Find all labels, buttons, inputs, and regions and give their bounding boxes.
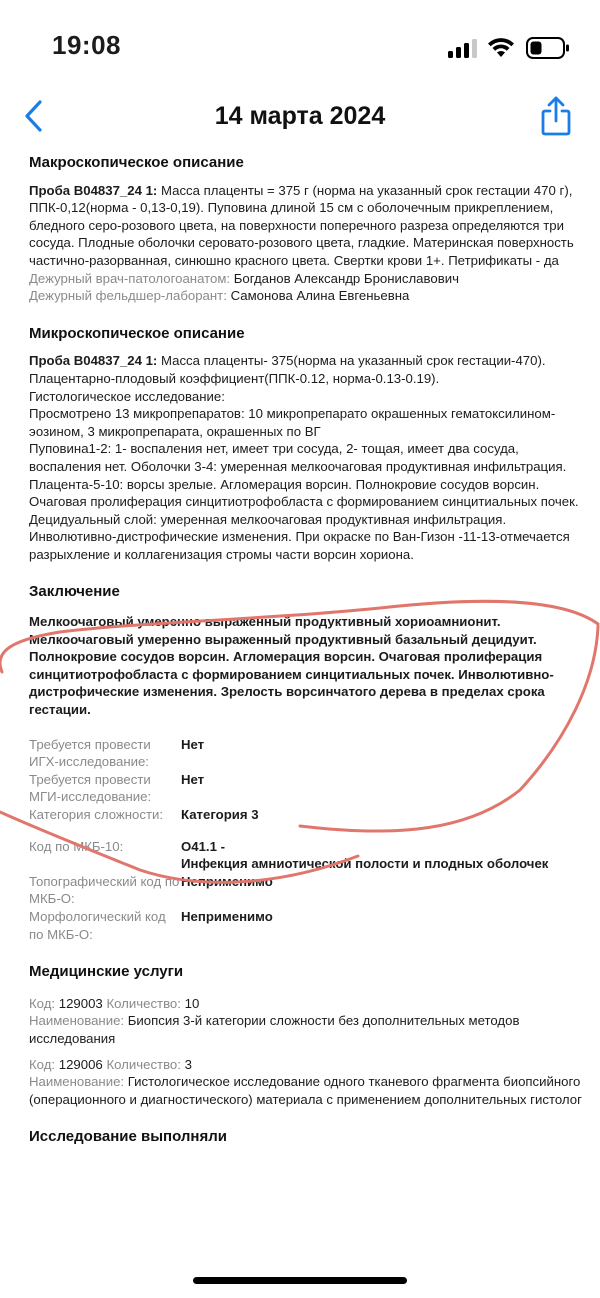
field-value: Нет bbox=[181, 771, 205, 787]
page-title: 14 марта 2024 bbox=[214, 102, 386, 130]
service-code-row bbox=[29, 995, 585, 1013]
micro-line: Пуповина1-2: 1- воспаления нет, имеет три сосуда, 2- тощая, имеет два сосуда, воспаления нет. Оболочки 3-4: умеренная мелкоочаговая продуктивная инфильтрация. Плацента-5-10: ворсы зрелые. Агломерация ворсин. Полнокровие сосудов ворсин. Очаговая пролиферация синцитиотрофобласта с формированием синцитиальных почек. Децидуальный слой: умеренная мелкоочаговая продуктивная инфильтрация. Инволютивно-дистрофические изменения. При окраске по Ван-Гизон -11-13-отмечается разрыхление и коллагенизация стромы части ворсин хориона. bbox=[29, 441, 579, 562]
service-qty-label: Количество: bbox=[106, 995, 181, 1011]
services-section-title: Медицинские услуги bbox=[29, 963, 184, 981]
service-name-label: Наименование: bbox=[29, 1074, 125, 1090]
status-time: 19:08 bbox=[52, 30, 121, 60]
service-code-value: 129006 bbox=[58, 1056, 103, 1072]
conclusion-text: Мелкоочаговый умеренно выраженный продуктивный хориоамнионит. Мелкоочаговый умеренно выраженный продуктивный базальный децидуит. Полнокровие сосудов ворсин. Агломерация ворсин. Очаговая пролиферация синцитиотрофобласта с формированием синцитиальных почек. Инволютивно-дистрофические изменения. Зрелость ворсинчатого дерева в пределах срока гестации. bbox=[29, 614, 554, 718]
micro-sample-label: Проба B04837_24 1: bbox=[29, 353, 158, 369]
icd10-value bbox=[181, 838, 585, 873]
field-label: Требуется провести МГИ-исследование: bbox=[29, 771, 152, 805]
service-name-row bbox=[29, 1012, 585, 1047]
field-value: Категория 3 bbox=[181, 807, 259, 822]
battery-icon bbox=[526, 37, 570, 59]
macro-lab-label: Дежурный фельдшер-лаборант: bbox=[29, 288, 227, 304]
conclusion-fields bbox=[29, 736, 585, 824]
navigation-bar bbox=[0, 90, 600, 148]
macro-doctor-row bbox=[29, 270, 585, 288]
report-content bbox=[29, 146, 585, 1146]
service-qty-value: 3 bbox=[184, 1056, 192, 1072]
service-qty-value: 10 bbox=[184, 995, 200, 1011]
morph-code-value: Неприменимо bbox=[181, 908, 273, 924]
macro-sample-body: Масса плаценты = 375 г (норма на указанный срок гестации 470 г), ППК-0,12(норма - 0,13-0,19). Пуповина длиной 15 см с оболочечным прикреплением, бледного серо-розового цвета, на поверхности поперечного разреза определяются три сосуда. Плодные оболочки серовато-розового цвета, гладкие. Материнская поверхность частично-разорванная, синюшно красного цвета. Свертки крови 1+. Петрификаты - да bbox=[29, 182, 574, 268]
macro-lab-row bbox=[29, 287, 585, 305]
service-code-row bbox=[29, 1056, 585, 1074]
service-item bbox=[29, 1056, 585, 1109]
field-value: Нет bbox=[181, 736, 205, 752]
services-section bbox=[29, 963, 585, 1108]
micro-line: Просмотрено 13 микропрепаратов: 10 микропрепарато окрашенных гематоксилином-эозином, 3 микропрепарата, окрашенных по ВГ bbox=[29, 406, 556, 439]
home-indicator[interactable] bbox=[193, 1277, 407, 1284]
macro-lab-value: Самонова Алина Евгеньевна bbox=[230, 288, 410, 304]
service-item bbox=[29, 995, 585, 1048]
macro-doctor-value: Богданов Александр Брониславович bbox=[233, 270, 459, 286]
conclusion-section-title: Заключение bbox=[29, 583, 120, 601]
micro-sample-body: Масса плаценты- 375(норма на указанный срок гестации-470). Плацентарно-плодовый коэффициент(ППК-0.12, норма-0.13-0.19). bbox=[29, 353, 546, 386]
macro-sample-text bbox=[29, 182, 585, 270]
service-name-value: Биопсия 3-й категории сложности без дополнительных методов исследования bbox=[29, 1013, 520, 1046]
share-icon[interactable] bbox=[538, 94, 574, 138]
performed-section-title: Исследование выполняли bbox=[29, 1128, 227, 1146]
cellular-signal-icon bbox=[448, 38, 478, 58]
micro-section bbox=[29, 325, 585, 564]
macro-section-title: Макроскопическое описание bbox=[29, 154, 244, 171]
wifi-icon bbox=[486, 35, 516, 59]
status-bar bbox=[0, 0, 600, 90]
code-fields bbox=[29, 838, 585, 944]
morph-code-label: Морфологический код по МКБ-О: bbox=[29, 908, 166, 942]
macro-section bbox=[29, 154, 585, 305]
service-qty-label: Количество: bbox=[106, 1056, 181, 1072]
conclusion-section bbox=[29, 583, 585, 943]
field-label: Требуется провести ИГХ-исследование: bbox=[29, 736, 151, 770]
icd10-code: O41.1 - bbox=[181, 838, 225, 854]
topo-code-label: Топографический код по МКБ-О: bbox=[29, 873, 180, 907]
micro-sample-text bbox=[29, 352, 585, 387]
service-name-row bbox=[29, 1073, 585, 1108]
icd10-label: Код по МКБ-10: bbox=[29, 838, 124, 854]
service-name-label: Наименование: bbox=[29, 1013, 125, 1029]
micro-section-title: Микроскопическое описание bbox=[29, 324, 245, 342]
micro-line: Гистологическое исследование: bbox=[29, 388, 225, 404]
icd10-description: Инфекция амниотической полости и плодных оболочек bbox=[181, 856, 549, 872]
field-label: Категория сложности: bbox=[29, 807, 164, 822]
service-name-value: Гистологическое исследование одного тканевого фрагмента биопсийного (операционного и диагностического) материала с применением дополнительных гистолог bbox=[29, 1074, 582, 1107]
macro-doctor-label: Дежурный врач-патологоанатом: bbox=[29, 270, 231, 286]
service-code-label: Код: bbox=[29, 995, 56, 1011]
service-code-label: Код: bbox=[29, 1056, 56, 1072]
macro-sample-label: Проба B04837_24 1: bbox=[29, 182, 158, 198]
service-code-value: 129003 bbox=[58, 995, 103, 1011]
topo-code-value: Неприменимо bbox=[181, 873, 273, 889]
